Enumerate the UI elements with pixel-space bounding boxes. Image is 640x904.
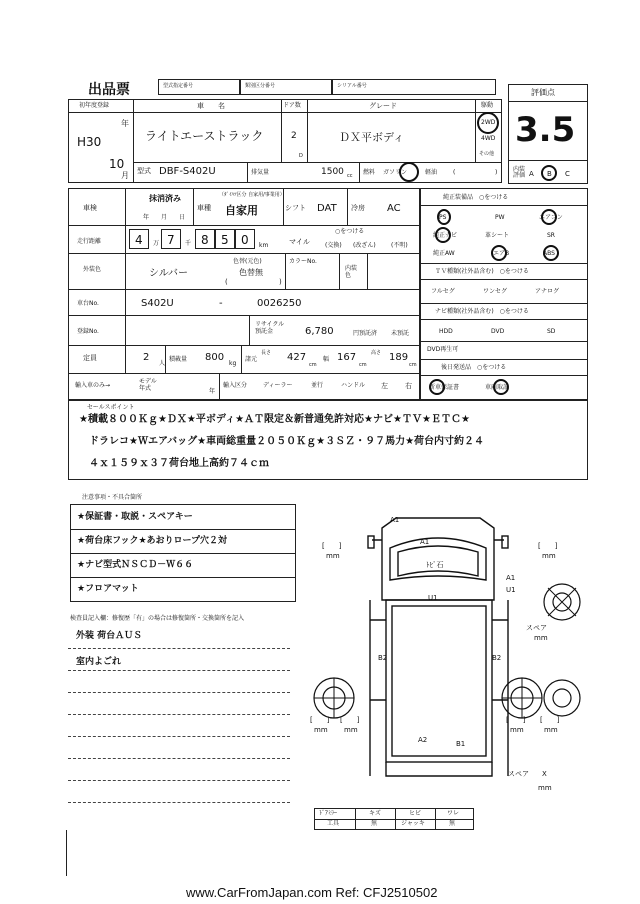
equip-ac: エアコン (539, 214, 563, 221)
door-d: D (299, 153, 303, 159)
dvd-playback: DVD再生可 (427, 346, 459, 353)
tax-status: 抹消済み (149, 194, 181, 203)
use-note: （ﾀﾞｲﾊﾂ区分 自家用/事業用） (219, 192, 285, 198)
mm-tl: mm (326, 552, 340, 560)
legend-v3: ジャッキ (401, 820, 425, 827)
meter-note: ○をつける (335, 228, 365, 235)
cool-label: 冷房 (351, 204, 365, 212)
interior-c: C (565, 170, 570, 178)
equip-sr: SR (547, 232, 555, 239)
later-title: 後日発送品 ○をつける (441, 364, 507, 371)
regno-label: 登録No. (77, 328, 99, 335)
legend-table (314, 808, 474, 830)
note-line-4: ★フロアマット (77, 584, 139, 594)
chassis-part1: S402U (141, 298, 174, 309)
equipment-title: 純正装備品 ○をつける (443, 194, 509, 201)
equip-leather: 革シート (485, 232, 510, 239)
tax-label: 車検 (83, 204, 97, 212)
tv-fullseg: フルセグ (431, 288, 455, 295)
field-box-1 (158, 79, 240, 95)
recycle-none: 未預託 (391, 330, 410, 337)
mile-label: マイル (289, 238, 310, 246)
interior-a: A (529, 170, 534, 178)
navi-dvd: DVD (491, 328, 505, 335)
mileage-digit-4: 5 (215, 229, 235, 249)
drive-label: 駆動 (481, 102, 494, 109)
abs-circle (543, 245, 559, 261)
navi-circle (435, 227, 451, 243)
equip-ps: PS (439, 214, 447, 221)
label-u1-right: U1 (506, 586, 516, 594)
details-box (68, 188, 420, 400)
note-line-2: ★荷台床フック★あおりロープ穴２対 (77, 536, 228, 546)
bracket-br1: [ ] (506, 716, 526, 724)
label-b1: B1 (456, 740, 466, 748)
fuel-other-close: ) (495, 169, 498, 176)
legend-v2: 無 (371, 820, 378, 827)
seats-unit: 人 (159, 360, 166, 367)
use-value: 自家用 (225, 204, 258, 217)
fuel-label: 燃料 (363, 169, 376, 176)
legend-v4: 無 (449, 820, 456, 827)
width-unit: cm (359, 362, 367, 368)
equipment-box (420, 188, 588, 400)
label-spare-2: スペア (508, 770, 529, 778)
sales-points-title: セールスポイント (87, 404, 135, 411)
cool-value: AC (387, 203, 401, 214)
label-a1-top: A1 (390, 516, 400, 524)
meter-roll: (改ざん) (353, 242, 376, 249)
label-a2: A2 (418, 736, 428, 744)
mm-spare1: mm (534, 634, 548, 642)
fuel-gasoline: ガソリン (383, 169, 408, 176)
sales-point-line-2: ドラレコ★Ｗエアバッグ★車両総重量２０５０Ｋｇ★３ＳＺ・９７馬力★荷台内寸約２４ (89, 436, 485, 447)
label-u1-center: U1 (428, 594, 438, 602)
equip-pw: PW (495, 214, 505, 221)
label-a1-cab: A1 (420, 538, 430, 546)
chassis-part2: 0026250 (257, 298, 302, 309)
score-title: 評価点 (531, 88, 555, 97)
mm-bl2: mm (344, 726, 358, 734)
length-unit: cm (309, 362, 317, 368)
interior-b-circle (541, 165, 557, 181)
score-box (508, 84, 588, 184)
legend-h2: キズ (369, 810, 381, 817)
displacement-value: 1500 (321, 167, 344, 177)
ac-circle (541, 209, 557, 225)
chassis-label: 車台No. (77, 300, 99, 307)
field1-label: 型式指定番号 (163, 83, 194, 89)
load-label: 積載量 (169, 356, 188, 363)
model-value: DBF-S402U (159, 166, 216, 177)
equip-navi: 純正ナビ (433, 232, 458, 239)
tax-month: 月 (161, 214, 168, 221)
height-label: 高さ (371, 350, 382, 356)
footer-watermark: www.CarFromJapan.com Ref: CFJ2510502 (186, 885, 438, 900)
note-line-3: ★ナビ型式ＮＳＣＤ－Ｗ６６ (77, 560, 194, 570)
length-value: 427 (287, 352, 307, 363)
label-tobi: ﾄﾋﾞ石 (426, 561, 444, 569)
sen-unit: 千 (185, 240, 192, 247)
month-mark: 月 (121, 171, 129, 180)
field2-label: 類別区分番号 (245, 83, 276, 89)
airbag-circle (491, 245, 510, 261)
drive-2wd-circle (477, 112, 499, 134)
shift-label: シフト (285, 204, 306, 212)
mm-br2: mm (544, 726, 558, 734)
meter-change: (交換) (325, 242, 342, 249)
model-label: 型式 (137, 167, 151, 175)
month-value: 10 (109, 157, 125, 171)
mileage-digit-3: 8 (195, 229, 215, 249)
recycle-yen: 円預託済 (353, 330, 378, 337)
vehicle-box (68, 99, 502, 183)
drive-2wd: 2WD (481, 119, 496, 126)
equip-aw: 純正AW (433, 250, 455, 257)
first-reg-label: 初年度登録 (79, 102, 110, 109)
mileage-digit-5: 0 (235, 229, 255, 249)
load-value: 800 (205, 352, 225, 363)
color-paren-close: ) (279, 278, 282, 286)
km-unit: km (259, 242, 269, 249)
mm-br1: mm (510, 726, 524, 734)
ps-circle (437, 209, 451, 225)
mm-tr: mm (542, 552, 556, 560)
label-spare-1: スペア (526, 624, 547, 632)
legend-h3: ヒビ (409, 810, 422, 817)
field3-label: シリアル番号 (337, 83, 367, 89)
load-unit: kg (229, 360, 237, 367)
sales-point-line-3: ４ｘ１５９ｘ３７荷台地上高約７４ｃｍ (89, 458, 269, 469)
color-no-label: カラーNo. (289, 258, 317, 265)
note-line-1: ★保証書・取説・スペアキー (77, 512, 193, 522)
color-paren-open: ( (225, 278, 228, 286)
displacement-label: 排気量 (251, 169, 270, 176)
sales-point-line-1: ★積載８００Ｋｇ★ＤＸ★平ボディ★ＡＴ限定＆新普通免許対応★ナビ★ＴＶ★ＥＴＣ★ (79, 414, 470, 425)
form-title: 出品票 (88, 82, 130, 98)
tax-day: 日 (179, 214, 186, 221)
label-a1-right: A1 (506, 574, 516, 582)
width-label: 幅 (323, 356, 330, 363)
tv-title: ＴＶ種類(社外品含む) ○をつける (435, 268, 529, 275)
import-year: 年 (209, 388, 216, 395)
label-b2-left: B2 (378, 654, 388, 662)
bracket-tr: [ ] (538, 542, 558, 550)
equip-airbag: エアB (493, 250, 510, 257)
drive-other: その他 (479, 151, 495, 157)
mileage-digit-2: 7 (161, 229, 181, 249)
manual-circle (493, 379, 509, 395)
import-type-label: 輸入区分 (223, 382, 248, 389)
door-label: ドア数 (283, 102, 301, 109)
later-warranty: 新車保証書 (429, 384, 460, 391)
door-value: 2 (291, 131, 297, 141)
color-change-value: 色替無 (239, 268, 263, 277)
legend-h1: ﾄﾞｱﾐﾗｰ (319, 810, 338, 817)
year-mark: 年 (121, 119, 129, 128)
interior-b: B (547, 170, 552, 178)
chassis-dash: - (219, 298, 223, 309)
color-value: シルバー (149, 268, 189, 279)
legend-v1: 工具 (327, 820, 340, 827)
score-value: 3.5 (515, 110, 576, 150)
fuel-other-open: ( (453, 169, 456, 176)
use-label: 車種 (197, 204, 211, 212)
tv-analog: アナログ (535, 288, 560, 295)
navi-title: ナビ種類(社外品含む) ○をつける (435, 308, 529, 315)
bracket-bl1: [ ] (310, 716, 330, 724)
color-label: 外装色 (83, 266, 102, 273)
sales-points-box (68, 400, 588, 480)
navi-sd: SD (547, 328, 556, 335)
mm-bl1: mm (314, 726, 328, 734)
warranty-circle (429, 379, 445, 395)
seats-value: 2 (143, 352, 150, 363)
bracket-tl: [ ] (322, 542, 342, 550)
grade-value: ＤＸ平ボディ (339, 131, 405, 144)
mm-spare2: mm (538, 784, 552, 792)
dealer-option: ディーラー (263, 382, 293, 389)
recycle-label: リサイクル 預託金 (255, 321, 285, 336)
name-label: 車 名 (197, 102, 225, 110)
handle-left: 左 (381, 382, 388, 390)
inspector-line-2: 室内よごれ (76, 657, 122, 667)
fuel-diesel: 軽油 (425, 169, 438, 176)
parallel-option: 並行 (311, 382, 324, 389)
legend-h4: ワレ (447, 810, 460, 817)
color-orig-label: 色替(元色) (233, 258, 262, 265)
mileage-label: 走行距離 (77, 238, 102, 245)
handle-right: 右 (405, 382, 412, 390)
trim-label: 内装 色 (345, 265, 358, 280)
import-label: 輸入車のみ→ (75, 382, 111, 389)
equip-abs: ABS (543, 250, 555, 257)
height-unit: cm (409, 362, 417, 368)
truck-diagram (300, 500, 590, 800)
bracket-br2: [ ] (540, 716, 560, 724)
label-spare-2-x: X (542, 770, 547, 778)
inspector-title: 検査員記入欄：修復歴「有」の場合は修復箇所・交換箇所を記入 (70, 615, 245, 622)
field-box-3 (332, 79, 496, 95)
inspector-line-1: 外装 荷台ＡＵＳ (76, 631, 143, 641)
man-unit: 万 (153, 240, 160, 247)
length-label: 長さ (261, 350, 272, 356)
notes-box (70, 504, 296, 602)
width-value: 167 (337, 352, 357, 363)
meter-unknown: (不明) (391, 242, 408, 249)
tv-oneseg: ワンセグ (483, 288, 508, 295)
fuel-gasoline-circle (399, 162, 419, 182)
vehicle-name: ライトエーストラック (145, 129, 264, 143)
dims-label: 諸元 (245, 356, 258, 363)
grade-label: グレード (369, 102, 397, 110)
mileage-digit-1: 4 (129, 229, 149, 249)
handle-label: ハンドル (341, 382, 366, 389)
era-value: H30 (77, 135, 102, 149)
later-manual: 車両取説 (485, 384, 510, 391)
recycle-value: 6,780 (305, 326, 334, 337)
navi-hdd: HDD (439, 328, 453, 335)
interior-label: 内装 評価 (513, 166, 526, 179)
drive-4wd: 4WD (481, 135, 496, 142)
cc-unit: cc (347, 173, 353, 179)
height-value: 189 (389, 352, 409, 363)
label-b2-right: B2 (492, 654, 502, 662)
bracket-bl2: [ ] (340, 716, 360, 724)
seats-label: 定員 (83, 354, 97, 362)
shift-value: DAT (317, 203, 337, 214)
model-year-label: モデル 年式 (139, 378, 157, 392)
field-box-2 (240, 79, 332, 95)
tax-year: 年 (143, 214, 150, 221)
notes-title: 注意事項・不具合箇所 (82, 494, 143, 501)
